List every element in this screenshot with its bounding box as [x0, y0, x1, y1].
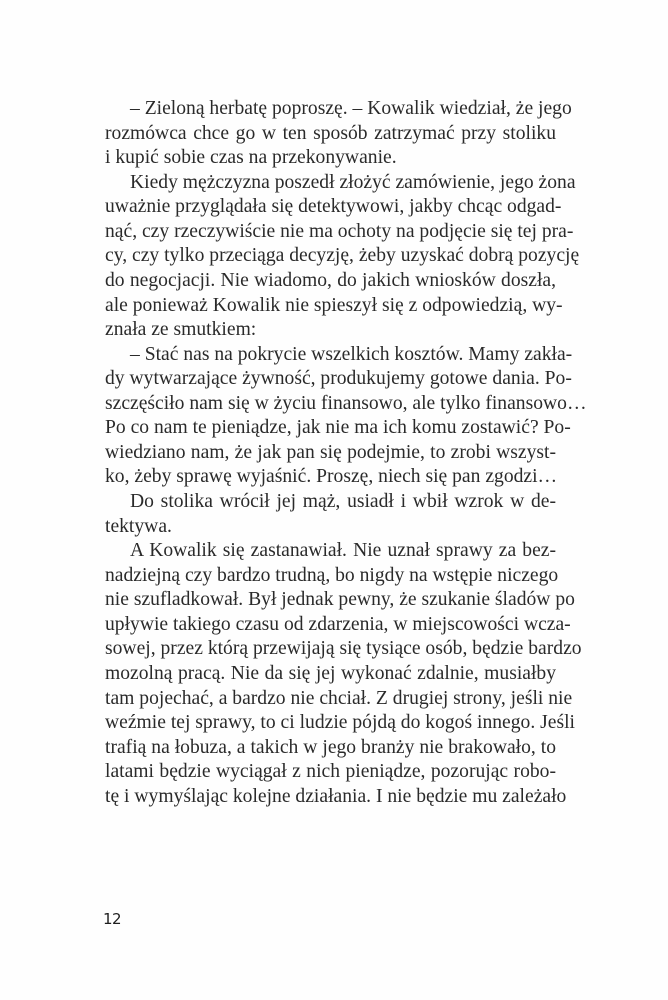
- text-line: tę i wymyślając kolejne działania. I nie będzie mu zależało: [105, 785, 567, 807]
- text-line: mozolną pracą. Nie da się jej wykonać zdalnie, musiałby: [105, 662, 556, 684]
- text-line: tam pojechać, a bardzo nie chciał. Z drugiej strony, jeśli nie: [105, 687, 573, 709]
- paragraph: [105, 539, 582, 809]
- text-line: A Kowalik się zastanawiał. Nie uznał sprawy za bez-: [130, 540, 556, 562]
- text-line: nie szufladkował. Był jednak pewny, że szukanie śladów po: [105, 589, 575, 611]
- text-line: nadziejną czy bardzo trudną, bo nigdy na wstępie niczego: [105, 564, 559, 586]
- text-line: cy, czy tylko przeciąga decyzję, żeby uzyskać dobrą pozycję: [105, 245, 580, 267]
- body-text: [105, 97, 587, 809]
- text-line: – Zieloną herbatę poproszę. – Kowalik wiedział, że jego: [130, 98, 572, 119]
- text-line: do negocjacji. Nie wiadomo, do jakich wniosków doszła,: [105, 269, 556, 291]
- text-line: Kiedy mężczyzna poszedł złożyć zamówienie, jego żona: [130, 171, 576, 193]
- text-line: weźmie tej sprawy, to ci ludzie pójdą do kogoś innego. Jeśli: [105, 712, 575, 734]
- text-line: dy wytwarzające żywność, produkujemy gotowe dania. Po-: [105, 368, 572, 390]
- text-line: Do stolika wrócił jej mąż, usiadł i wbił wzrok w de-: [130, 491, 556, 512]
- text-line: i kupić sobie czas na przekonywanie.: [105, 147, 397, 169]
- text-line: uważnie przyglądała się detektywowi, jakby chcąc odgad-: [105, 196, 562, 218]
- text-line: ale ponieważ Kowalik nie spieszył się z odpowiedzią, wy-: [105, 294, 563, 316]
- paragraph: [105, 171, 580, 343]
- text-line: znała ze smutkiem:: [105, 319, 257, 341]
- text-line: sowej, przez którą przewijają się tysiące osób, będzie bardzo: [105, 638, 582, 660]
- text-line: tektywa.: [105, 515, 172, 537]
- paragraph: [105, 490, 556, 539]
- text-line: szczęściło nam się w życiu finansowo, ale tylko finansowo…: [105, 392, 587, 414]
- text-line: upływie takiego czasu od zdarzenia, w miejscowości wcza-: [105, 613, 571, 635]
- text-line: Po co nam te pieniądze, jak nie ma ich komu zostawić? Po-: [105, 417, 571, 439]
- page-number: 12: [103, 910, 122, 928]
- text-line: latami będzie wyciągał z nich pieniądze, pozorując robo-: [105, 761, 556, 783]
- text-line: trafią na łobuza, a takich w jego branży nie brakowało, to: [105, 736, 556, 758]
- text-line: rozmówca chce go w ten sposób zatrzymać przy stoliku: [105, 122, 556, 144]
- paragraph: [105, 343, 587, 490]
- paragraph: [105, 97, 572, 171]
- text-line: – Stać nas na pokrycie wszelkich kosztów. Mamy zakła-: [130, 343, 573, 365]
- text-line: wiedziano nam, że jak pan się podejmie, to zrobi wszyst-: [105, 441, 556, 463]
- text-line: ko, żeby sprawę wyjaśnić. Proszę, niech się pan zgodzi…: [105, 466, 558, 488]
- text-line: nąć, czy rzeczywiście nie ma ochoty na podjęcie się tej pra-: [105, 220, 574, 242]
